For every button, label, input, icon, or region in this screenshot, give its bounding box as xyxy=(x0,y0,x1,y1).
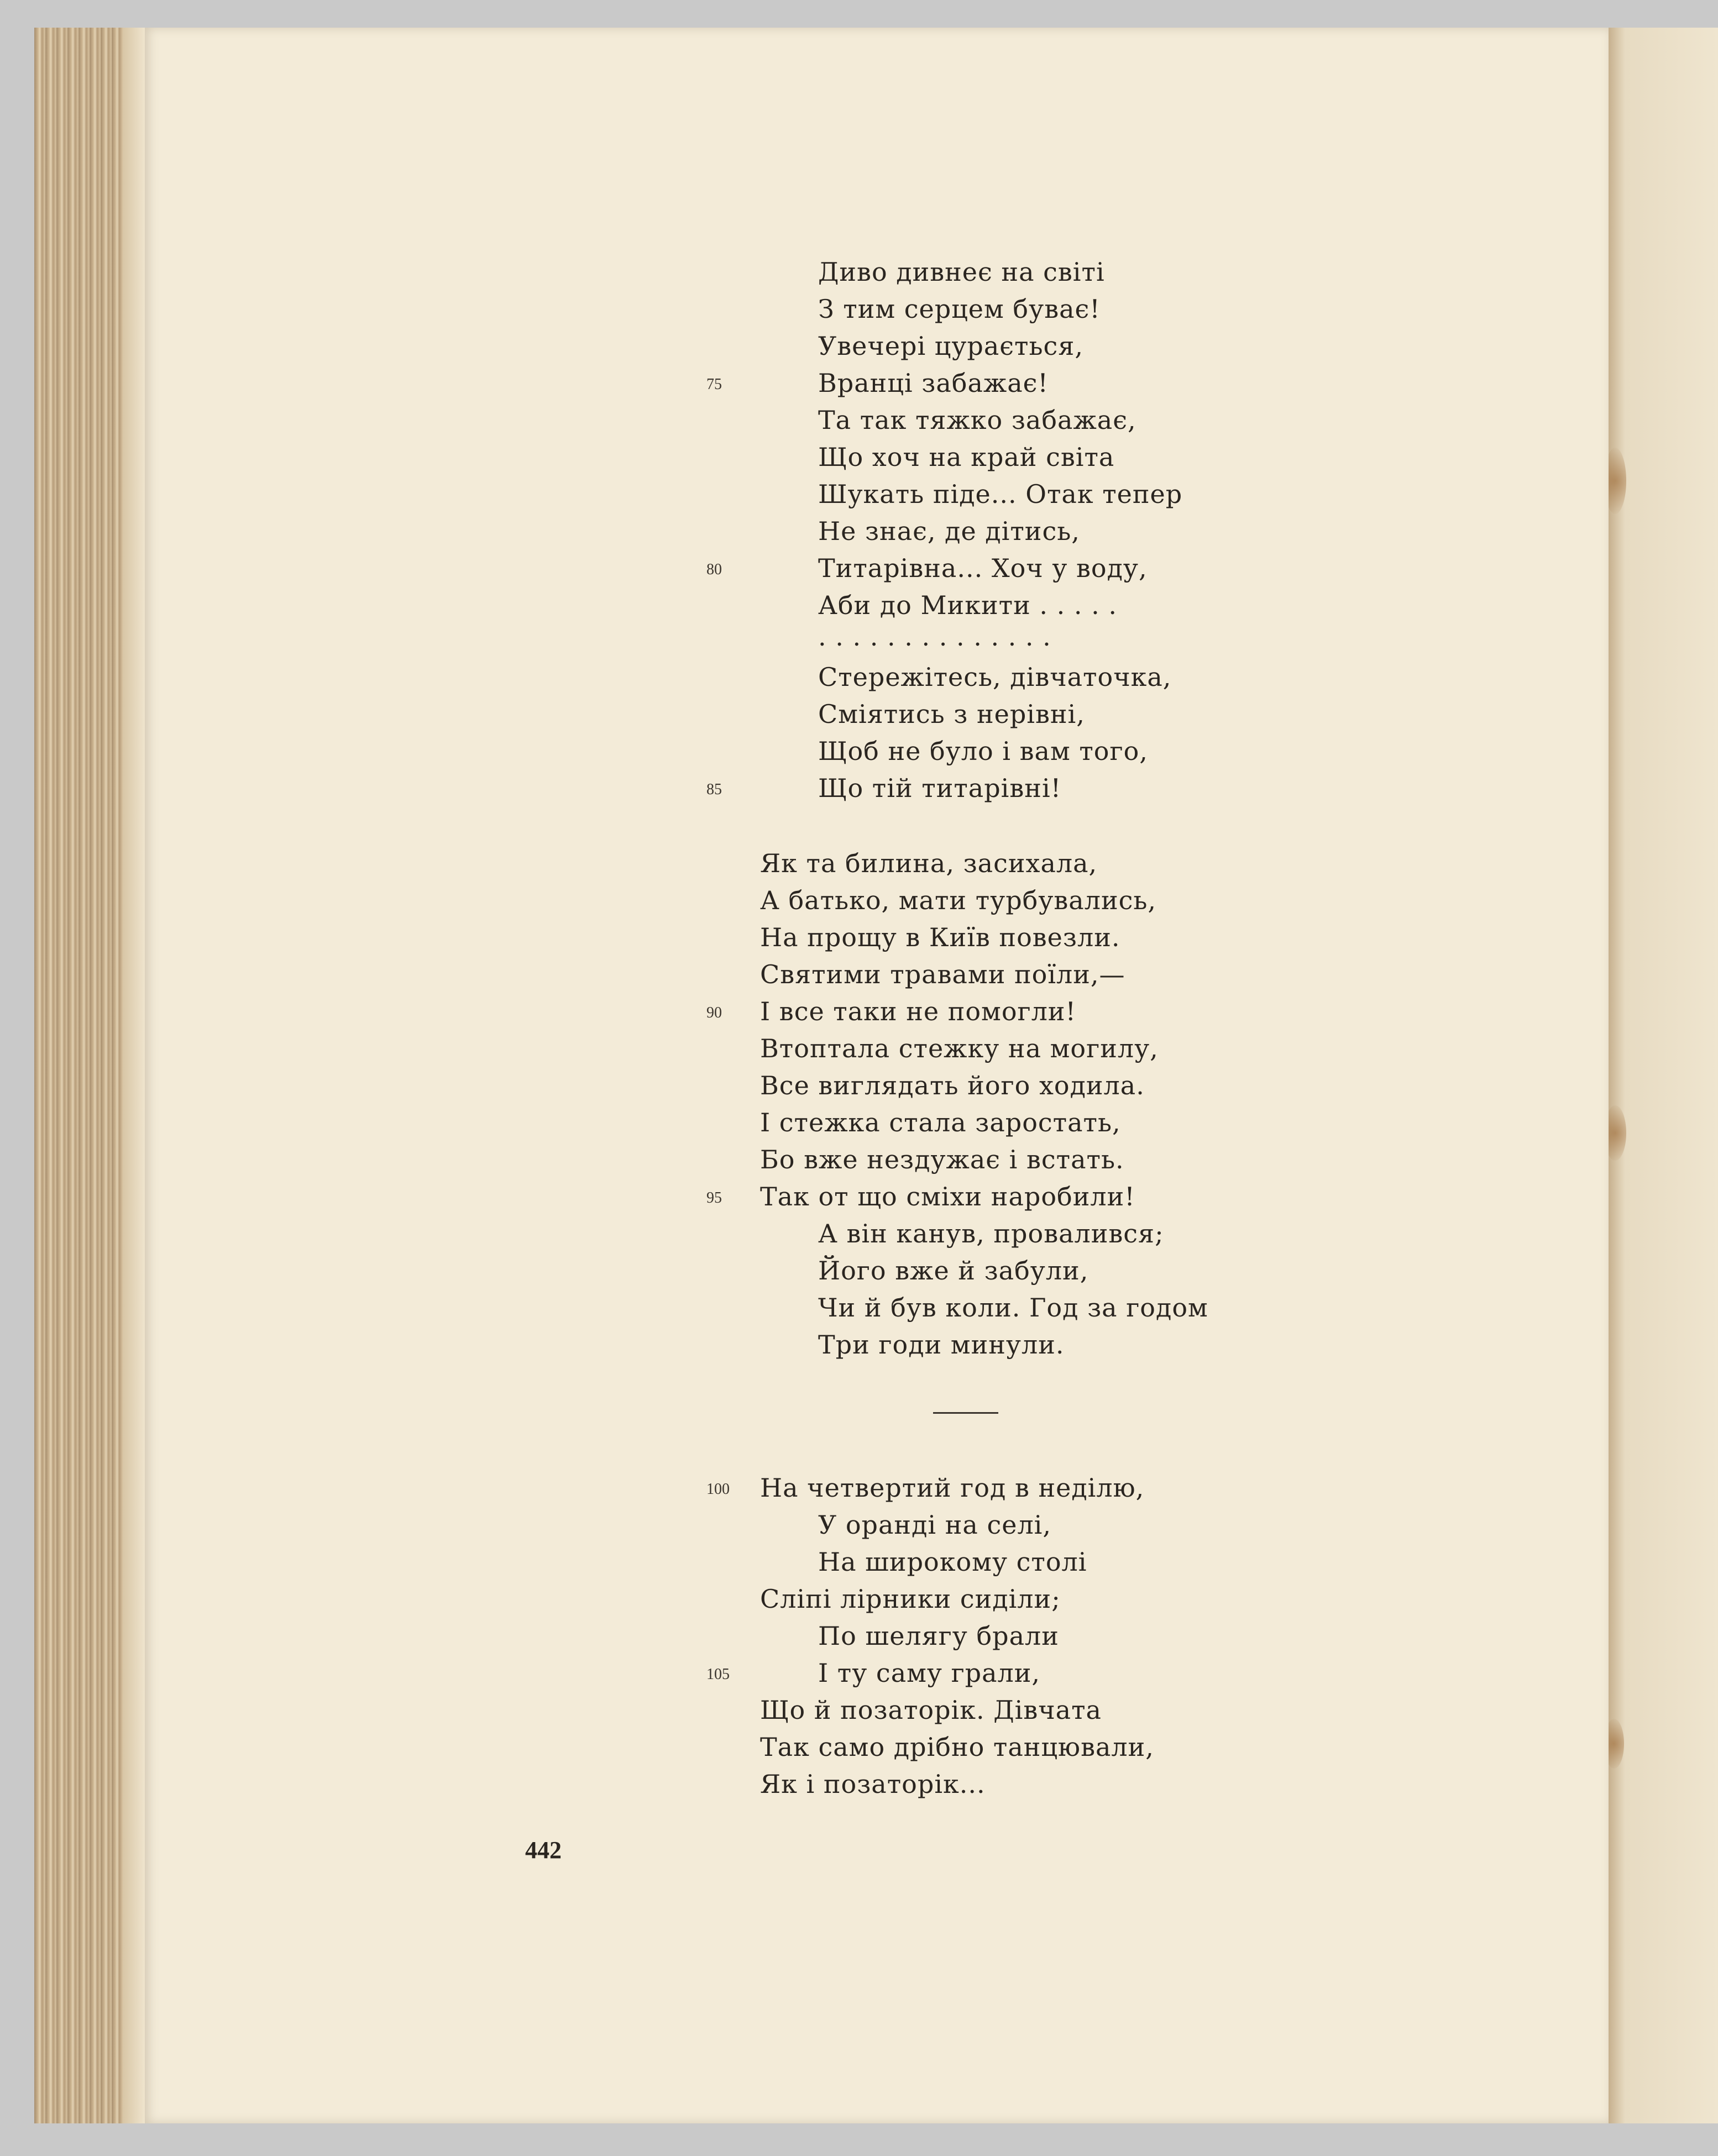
verse-line: Що й позаторік. Дівчата xyxy=(760,1695,1102,1725)
verse-line: І стежка стала заростать, xyxy=(760,1108,1121,1137)
verse-line: Стережітесь, дівчаточка, xyxy=(818,662,1172,692)
line-number: 105 xyxy=(706,1666,730,1683)
verse-line: По шелягу брали xyxy=(818,1621,1059,1651)
verse-line: Так само дрібно танцювали, xyxy=(760,1732,1154,1762)
verse-line: Що хоч на край світа xyxy=(818,442,1115,472)
verse-line: З тим серцем буває! xyxy=(818,294,1101,324)
verse-line: На четвертий год в неділю, xyxy=(760,1473,1145,1503)
verse-line: Його вже й забули, xyxy=(818,1256,1089,1286)
verse-line: Так от що сміхи наробили! xyxy=(760,1182,1135,1211)
verse-line: Чи й був коли. Год за годом xyxy=(818,1293,1208,1323)
verse-line: Сліпі лірники сиділи; xyxy=(760,1584,1061,1614)
verse-line: Вранці забажає! xyxy=(818,368,1049,398)
verse-line: Сміятись з нерівні, xyxy=(818,699,1085,729)
verse-line: І все таки не помогли! xyxy=(760,996,1077,1026)
line-number: 95 xyxy=(706,1189,722,1206)
line-number: 85 xyxy=(706,781,722,798)
line-number: 80 xyxy=(706,561,722,578)
verse-line: Як і позаторік... xyxy=(760,1769,986,1799)
verse-line: І ту саму грали, xyxy=(818,1658,1041,1688)
verse-line: Не знає, де дітись, xyxy=(818,516,1080,546)
ellipsis-line: . . . . . . . . . . . . . . xyxy=(818,622,1051,652)
verse-line: Три годи минули. xyxy=(818,1330,1065,1360)
line-number: 100 xyxy=(706,1481,730,1498)
line-number: 75 xyxy=(706,376,722,393)
verse-line: Втоптала стежку на могилу, xyxy=(760,1034,1159,1063)
verse-line: Як та билина, засихала, xyxy=(760,848,1098,878)
verse-line: Диво дивнеє на світі xyxy=(818,257,1105,287)
verse-line: Бо вже нездужає і встать. xyxy=(760,1145,1124,1174)
verse-line: Все виглядать його ходила. xyxy=(760,1071,1145,1100)
verse-line: Щоб не було і вам того, xyxy=(818,736,1148,766)
verse-line: А він канув, провалився; xyxy=(818,1219,1164,1249)
verse-line: Титарівна... Хоч у воду, xyxy=(818,553,1148,583)
verse-line: Увечері цурається, xyxy=(818,331,1083,361)
page-number: 442 xyxy=(525,1837,562,1864)
verse-line: Шукать піде... Отак тепер xyxy=(818,479,1183,509)
verse-line: Аби до Микити . . . . . xyxy=(818,590,1117,620)
line-number: 90 xyxy=(706,1004,722,1021)
verse-line: У оранді на селі, xyxy=(818,1510,1051,1540)
verse-line: На прощу в Київ повезли. xyxy=(760,922,1120,952)
verse-line: На широкому столі xyxy=(818,1547,1087,1577)
verse-line: А батько, мати турбувались, xyxy=(760,885,1157,915)
section-divider xyxy=(933,1412,998,1414)
verse-line: Що тій титарівні! xyxy=(818,773,1062,803)
verse-line: Та так тяжко забажає, xyxy=(818,405,1136,435)
verse-line: Святими травами поїли,— xyxy=(760,959,1125,989)
